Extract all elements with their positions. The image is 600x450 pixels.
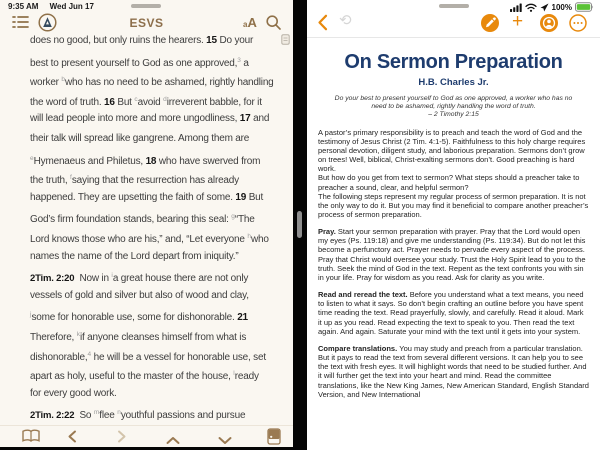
scripture-text — [30, 31, 274, 423]
book-icon[interactable] — [22, 429, 40, 447]
epigraph-attribution: – 2 Timothy 2:15 — [428, 111, 479, 119]
epigraph-text: Do your best to present yourself to God as one approved, a worker who has no need to be ashamed, rightly handling the word of truth. — [334, 95, 573, 111]
paragraph-lead: Pray. — [318, 227, 338, 237]
note-indicator-icon[interactable] — [281, 32, 290, 50]
bible-line[interactable]: 2Tim. 2:22 So $^m$flee $^n$youthful passions and pursue — [30, 409, 246, 422]
document-epigraph[interactable] — [318, 95, 589, 120]
bible-line[interactable]: the word of truth. 16 But $^c$avoid $^d$irreverent babble, for it — [30, 95, 262, 108]
status-time: 9:35 AM — [8, 2, 39, 11]
battery-icon — [575, 2, 595, 12]
location-arrow-icon — [540, 3, 549, 12]
bible-line[interactable]: God’s firm foundation stands, bearing this seal: $^g$“The — [30, 213, 255, 226]
bible-line[interactable]: happened. They are upsetting the faith of some. 19 But — [30, 191, 264, 203]
document-title[interactable]: On Sermon Preparation — [344, 51, 563, 73]
split-view-divider-handle[interactable] — [297, 211, 302, 238]
device-icon[interactable] — [267, 428, 281, 447]
bible-line[interactable]: the truth, $^f$saying that the resurrection has already — [30, 174, 239, 187]
bible-bottom-toolbar — [0, 425, 293, 447]
document-paragraph[interactable]: Compare translations. You may study and preach from a particular translation. But it pays to read the text from several different versions. It can help you to see the text with fresh eyes. It will highlight words that need to be studied further. And it will further get the text into your heart and mind. Read the committee translations, like the New King James, New American Standard, English Standard Version, and New International — [318, 343, 589, 399]
bible-app-pane — [0, 0, 293, 447]
bible-line[interactable]: best to present yourself to God as one approved,$^3$ a — [30, 56, 249, 69]
markup-icon[interactable] — [481, 14, 499, 37]
more-icon[interactable] — [569, 14, 587, 37]
document-paragraph[interactable]: But how do you get from text to sermon? What steps should a preacher take to preacher a sound, clear, and helpful sermon? — [318, 173, 580, 192]
window-drag-handle[interactable] — [131, 4, 161, 8]
bible-line[interactable]: apart as holy, useful to the master of the house, $^l$ready — [30, 370, 259, 383]
bible-line[interactable]: 2Tim. 2:20 Now in $^i$a great house there are not only — [30, 272, 249, 285]
paragraph-lead: Read and reread the text. — [318, 290, 410, 300]
document-app-pane — [307, 0, 600, 450]
bible-line[interactable]: Therefore, $^k$if anyone cleanses himself from what is — [30, 330, 247, 343]
bible-version-title[interactable]: ESVS — [129, 16, 164, 30]
document-body — [318, 128, 589, 399]
up-chevron-icon[interactable] — [166, 432, 180, 447]
bible-line[interactable]: $^j$some for honorable use, some for dishonorable. 21 — [30, 311, 248, 324]
bible-line[interactable]: $^e$Hymenaeus and Philetus, 18 who have swerved from — [30, 154, 261, 167]
add-icon[interactable]: + — [512, 11, 524, 32]
undo-icon[interactable]: ⟲ — [339, 12, 352, 29]
collaborate-icon[interactable] — [540, 14, 558, 37]
wifi-icon — [525, 3, 537, 12]
bible-line[interactable]: Lord knows those who are his,” and, “Let everyone $^h$who — [30, 232, 269, 245]
bible-line[interactable]: does no good, but only ruins the hearers. 15 Do your — [30, 35, 254, 46]
bible-line[interactable]: dishonorable,$^4$ he will be a vessel for honorable use, set — [30, 350, 266, 363]
document-author[interactable]: H.B. Charles Jr. — [418, 77, 489, 88]
paragraph-lead: Compare translations. — [318, 343, 400, 353]
status-date: Wed Jun 17 — [49, 2, 94, 11]
document-paragraph[interactable]: Read and reread the text. Before you understand what a text means, you need to listen to what it says. So don’t begin crafting an outline before you have spent time reading the text. Read prayerfully, slowly, and carefully. Read it aloud. Mark it up as you read. Read expecting the text to speak to you. Then read the text again. And again. Saturate your mind with the text until it gets into your system. — [318, 290, 584, 336]
bible-line[interactable]: names the name of the Lord depart from iniquity.” — [30, 250, 239, 262]
bible-line[interactable]: vessels of gold and silver but also of wood and clay, — [30, 289, 249, 301]
text-size-icon[interactable]: aA — [243, 15, 257, 30]
bible-line[interactable]: their talk will spread like gangrene. Among them are — [30, 132, 250, 144]
document-paragraph[interactable]: A pastor’s primary responsibility is to preach and teach the word of God and the testimony of Jesus Christ (2 Tim. 4:1-5). Faithfulness to this holy charge requires personal devotion, diligent study, and laborious preparation. Sermons don’t grow on trees! Well, biblical, Christ-exalting sermons don’t. Good preaching is hard work. — [318, 127, 586, 174]
document-paragraph[interactable]: Pray. Start your sermon preparation with prayer. Pray that the Lord would open my eyes (Ps. 119:18) and give me understanding (Ps. 119:34). But do not let this become a perfunctory act. Prayer needs to pervade every aspect of the process. Pray that Christ would oversee your study. Trust the Holy Spirit lead to you to the truth. Seek the mind of God in the text. Repent as the text confronts you with sin in your life. Pray for wisdom as you read. Ask for clarity as you write. — [318, 227, 586, 282]
bible-line[interactable]: for every good work. — [30, 387, 117, 399]
document-paragraph[interactable]: The following steps represent my regular process of sermon preparation. It is not the only way to do it. But you may find it beneficial to compare another preacher’s process of sermon preparation. — [318, 191, 589, 220]
status-left — [8, 2, 94, 11]
previous-chevron-icon[interactable] — [67, 430, 77, 447]
next-chevron-icon[interactable] — [117, 430, 127, 447]
battery-percent: 100% — [551, 2, 572, 12]
bible-line[interactable]: will lead people into more and more ungodliness, 17 and — [30, 113, 270, 125]
bible-line[interactable]: worker $^b$who has no need to be ashamed, rightly handling — [30, 76, 274, 89]
down-chevron-icon[interactable] — [218, 432, 232, 447]
window-drag-handle[interactable] — [439, 4, 469, 8]
document-canvas[interactable] — [307, 38, 600, 450]
back-chevron-icon[interactable] — [317, 14, 328, 36]
